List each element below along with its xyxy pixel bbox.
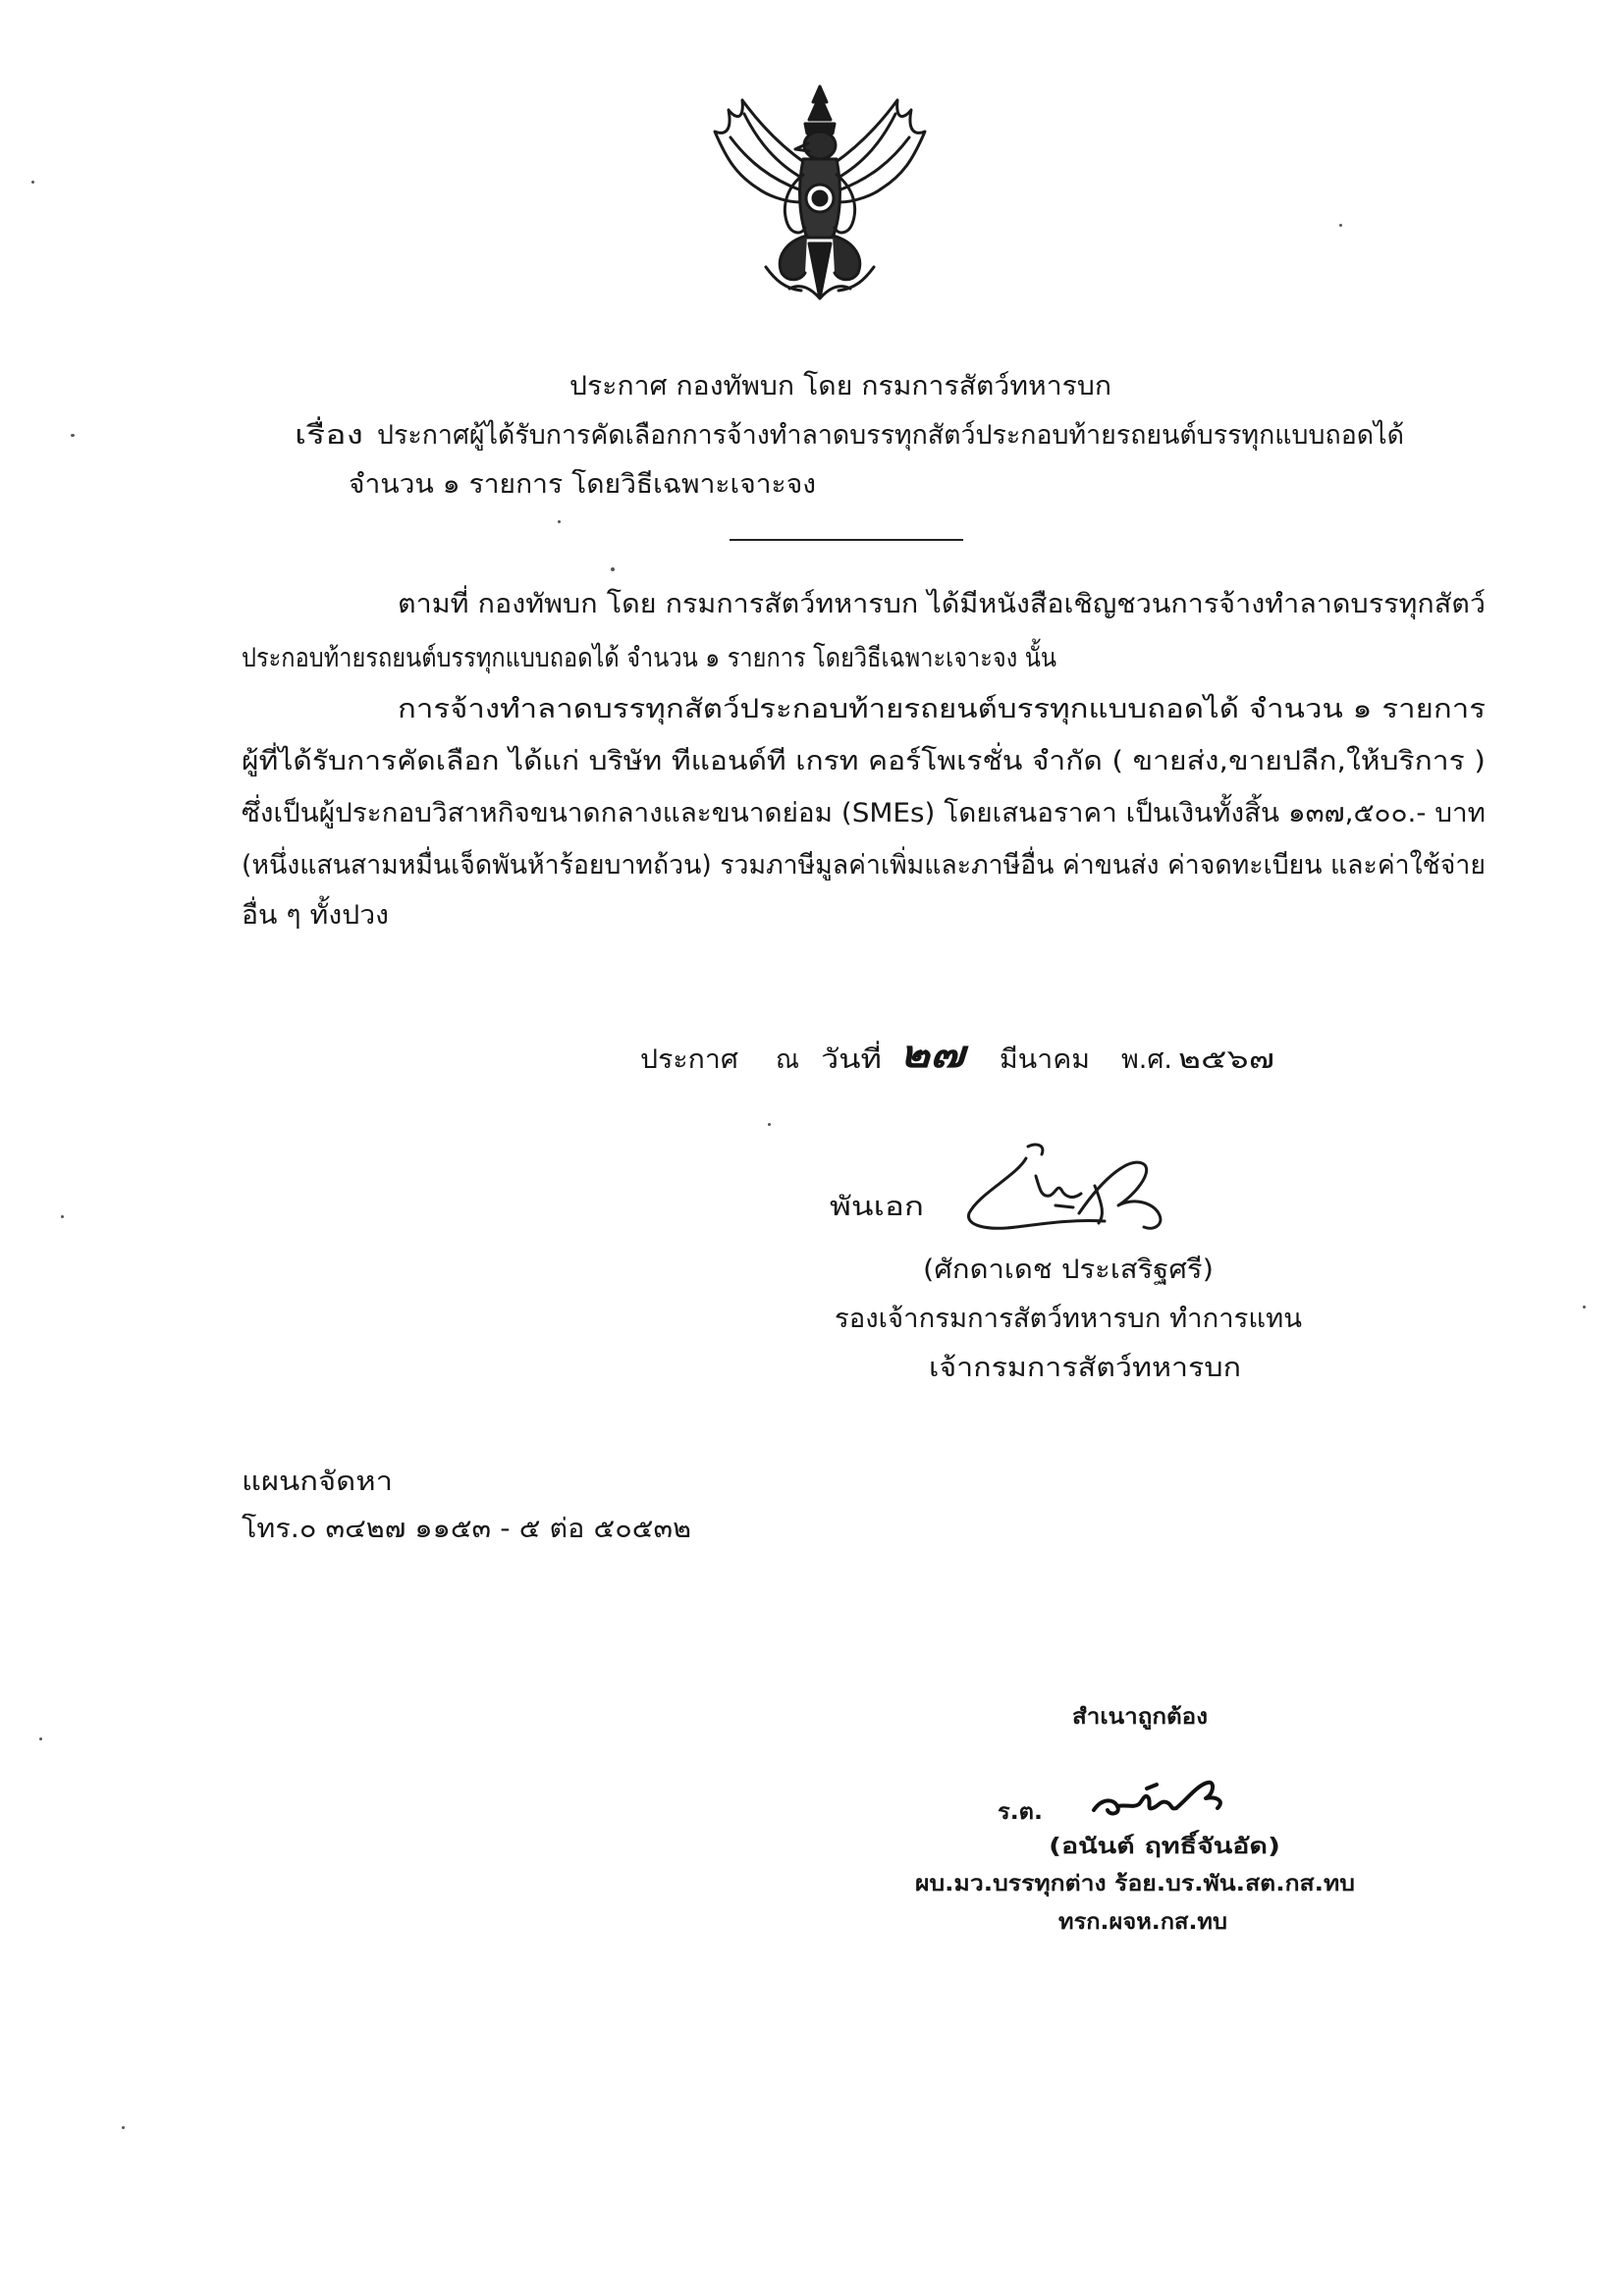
scan-speck: [558, 520, 561, 523]
header-divider: [730, 539, 963, 541]
signatory-rank: พันเอก: [830, 1192, 924, 1222]
scan-speck: [122, 2126, 125, 2129]
paragraph-2-line-4: (หนึ่งแสนสามหมื่นเจ็ดพันห้าร้อยบาทถ้วน) รวมภาษีมูลค่าเพิ่มและภาษีอื่น ค่าขนส่ง ค่าจดทะเบียน และค่าใช้จ่าย: [242, 850, 1486, 881]
paragraph-2-line-3: ซึ่งเป็นผู้ประกอบวิสาหกิจขนาดกลางและขนาดย่อม (SMEs) โดยเสนอราคา เป็นเงินทั้งสิ้น ๑๓๗,๕๐๐.- บาท: [242, 798, 1486, 828]
certification-rank: ร.ต.: [998, 1800, 1043, 1825]
certification-name: (อนันต์ ฤทธิ์จันอัด): [1049, 1835, 1280, 1859]
paragraph-1-line-1: ตามที่ กองทัพบก โดย กรมการสัตว์ทหารบก ได้มีหนังสือเชิญชวนการจ้างทำลาดบรรทุกสัตว์: [398, 589, 1486, 619]
date-month: มีนาคม: [1000, 1044, 1090, 1075]
signatory-position-1: รองเจ้ากรมการสัตว์ทหารบก ทำการแทน: [835, 1304, 1302, 1334]
scan-speck: [768, 1123, 771, 1126]
scan-speck: [1339, 224, 1342, 227]
subject-line-1: ประกาศผู้ได้รับการคัดเลือกการจ้างทำลาดบรรทุกสัตว์ประกอบท้ายรถยนต์บรรทุกแบบถอดได้: [377, 420, 1404, 451]
scan-speck: [1583, 1306, 1586, 1308]
contact-phone: โทร.๐ ๓๔๒๗ ๑๑๕๓ - ๕ ต่อ ๕๐๕๓๒: [242, 1514, 691, 1544]
garuda-emblem-icon: [707, 80, 933, 304]
paragraph-1-line-2: ประกอบท้ายรถยนต์บรรทุกแบบถอดได้ จำนวน ๑ รายการ โดยวิธีเฉพาะเจาะจง นั้น: [242, 643, 1056, 673]
certification-position-1: ผบ.มว.บรรทุกต่าง ร้อย.บร.พัน.สต.กส.ทบ: [915, 1872, 1355, 1896]
signatory-name: (ศักดาเดช ประเสริฐศรี): [923, 1255, 1214, 1285]
subject-label: เรื่อง: [295, 420, 363, 451]
certification-title: สำเนาถูกต้อง: [1072, 1705, 1208, 1730]
certification-signature-mark: [1088, 1775, 1235, 1826]
scan-speck: [61, 1215, 64, 1218]
scan-speck: [611, 567, 615, 571]
date-day: ๒๗: [899, 1032, 964, 1076]
scan-speck: [39, 1737, 42, 1740]
date-year-label: พ.ศ.: [1121, 1044, 1172, 1075]
scan-speck: [71, 434, 75, 437]
date-at: ณ: [776, 1044, 799, 1075]
paragraph-2-line-2: ผู้ที่ได้รับการคัดเลือก ได้แก่ บริษัท ทีแอนด์ที เกรท คอร์โพเรชั่น จำกัด ( ขายส่ง,ขายปลีก,ให้บริการ ): [242, 746, 1486, 776]
date-year: ๒๕๖๗: [1178, 1044, 1274, 1075]
scan-speck: [31, 181, 34, 184]
date-announce: ประกาศ: [640, 1044, 738, 1075]
announcement-title: ประกาศ กองทัพบก โดย กรมการสัตว์ทหารบก: [569, 371, 1111, 401]
contact-department: แผนกจัดหา: [242, 1467, 393, 1497]
subject-line-2: จำนวน ๑ รายการ โดยวิธีเฉพาะเจาะจง: [349, 469, 816, 500]
signature-mark: [957, 1137, 1183, 1245]
certification-position-2: ทรก.ผจห.กส.ทบ: [1058, 1910, 1227, 1935]
signatory-position-2: เจ้ากรมการสัตว์ทหารบก: [929, 1353, 1241, 1383]
date-day-label: วันที่: [821, 1044, 882, 1075]
paragraph-2-line-5: อื่น ๆ ทั้งปวง: [242, 900, 389, 931]
paragraph-2-line-1: การจ้างทำลาดบรรทุกสัตว์ประกอบท้ายรถยนต์บรรทุกแบบถอดได้ จำนวน ๑ รายการ: [398, 694, 1486, 724]
